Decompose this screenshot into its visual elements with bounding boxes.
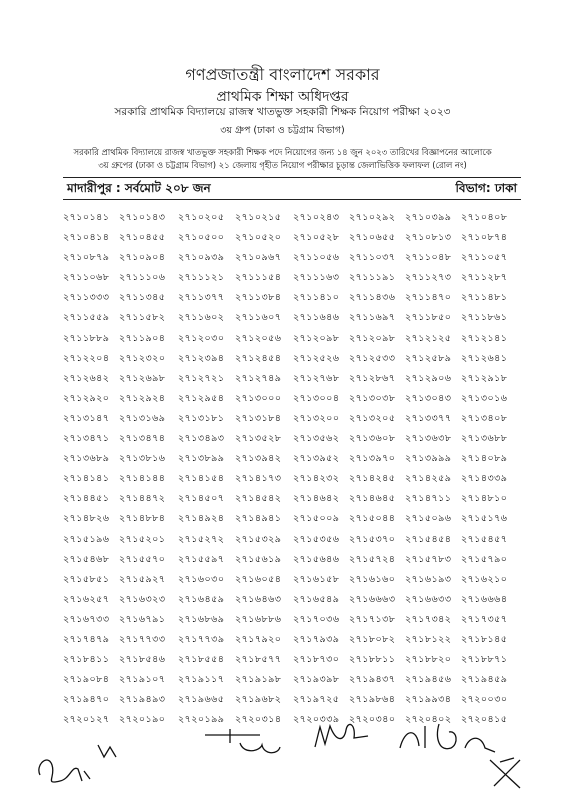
roll-number: ২৭১১১২১ xyxy=(178,272,225,284)
roll-number: ২৭১৯৪৫৬ xyxy=(405,674,452,686)
roll-number: ২৭১১০৫৭ xyxy=(461,252,508,264)
roll-number: ২৭১০৯৩৯ xyxy=(178,252,225,264)
roll-number: ২৭১৯৩৯৮ xyxy=(293,674,340,686)
roll-number: ২৭১২৭৪৯ xyxy=(235,372,282,384)
roll-number: ২৭১২০৯৮ xyxy=(293,332,340,344)
roll-number: ২৭১২৩৯৪ xyxy=(178,352,225,364)
roll-number: ২৭১৯৪৯৩ xyxy=(119,694,166,706)
roll-number: ২৭১১৬৪৬ xyxy=(293,312,340,324)
roll-number: ২৭১২০৩০ xyxy=(178,332,225,344)
roll-number: ২৭১৯৬৬৫ xyxy=(178,694,225,706)
roll-number: ২৭১৬৬৬৪ xyxy=(461,593,508,605)
roll-row xyxy=(63,291,521,311)
roll-number: ২৭১৪২৪৫ xyxy=(349,473,396,485)
roll-number: ২৭১৩১৪৭ xyxy=(63,412,110,424)
roll-number: ২৭১৫৩২৯ xyxy=(235,533,282,545)
roll-number: ২৭১১৪৩৬ xyxy=(349,292,396,304)
roll-number: ২৭১২১৪১ xyxy=(461,332,508,344)
roll-number: ২৭১২৭২১ xyxy=(178,372,225,384)
roll-number: ২৭১৫৫৭০ xyxy=(119,553,166,565)
roll-number: ২৭১৭৯৩৯ xyxy=(293,633,340,645)
roll-number: ২৭১১৫৫৯ xyxy=(63,312,110,324)
roll-row xyxy=(63,492,521,512)
roll-number: ২৭১০৪৫৫ xyxy=(119,232,166,244)
roll-number: ২৭১৬৪৬৩ xyxy=(235,593,282,605)
roll-number: ২৭১৮৫৫৪ xyxy=(178,654,225,666)
roll-number: ২৭১৩৪০৮ xyxy=(461,412,508,424)
roll-number: ২৭১৩০০০ xyxy=(235,392,282,404)
roll-number: ২৭১৬২৫৭ xyxy=(63,593,110,605)
roll-number: ২৭২০০৩০ xyxy=(461,694,508,706)
group-title: ৩য় গ্রুপ (ঢাকা ও চট্টগ্রাম বিভাগ) xyxy=(220,125,345,136)
roll-number: ২৭১৬৪৫৯ xyxy=(178,593,225,605)
roll-number: ২৭১৭১৩৮ xyxy=(349,613,396,625)
roll-number: ২৭১৫৪৫৪ xyxy=(405,533,452,545)
roll-number: ২৭১৯৬৮২ xyxy=(235,694,282,706)
roll-row xyxy=(63,271,521,291)
roll-number: ২৭২০১৯০ xyxy=(119,714,166,726)
roll-number: ২৭১৮৫৭৭ xyxy=(235,654,282,666)
roll-number: ২৭১৪৫৪২ xyxy=(235,493,282,505)
roll-number: ২৭১৮৮১১ xyxy=(349,654,396,666)
roll-number: ২৭১৬৮৬৯ xyxy=(178,613,225,625)
roll-row xyxy=(63,673,521,693)
roll-number: ২৭১৫৩৭০ xyxy=(349,533,396,545)
roll-row xyxy=(63,593,521,613)
roll-number: ২৭১০৫২০ xyxy=(235,232,282,244)
roll-number: ২৭১৭০৩৬ xyxy=(293,613,340,625)
roll-number: ২৭১৯১৯৮ xyxy=(235,674,282,686)
government-title: গণপ্রজাতন্ত্রী বাংলাদেশ সরকার xyxy=(185,65,380,84)
roll-number: ২৭১৫৬১৯ xyxy=(235,553,282,565)
roll-number: ২৭১০৮৭৯ xyxy=(63,252,110,264)
roll-number: ২৭১১৯০৪ xyxy=(119,332,166,344)
roll-number: ২৭১৩১৬৯ xyxy=(119,412,166,424)
roll-number: ২৭১৩৯৭০ xyxy=(349,453,396,465)
roll-number: ২৭১০২৯২ xyxy=(349,212,396,223)
roll-number: ২৭১৬২১০ xyxy=(461,573,508,585)
roll-number: ২৭২০১৯৯ xyxy=(178,714,225,726)
roll-number: ২৭১০৯০৪ xyxy=(119,252,166,264)
roll-number: ২৭১১৮৫০ xyxy=(405,312,452,324)
directorate-title: প্রাথমিক শিক্ষা অধিদপ্তর xyxy=(216,89,349,105)
roll-number: ২৭১৯৪৩৭ xyxy=(349,674,396,686)
roll-row xyxy=(63,533,521,553)
roll-number: ২৭১২৬৯৮ xyxy=(119,372,166,384)
roll-row xyxy=(63,412,521,432)
roll-number: ২৭১২৯১৮ xyxy=(461,372,508,384)
roll-number: ২৭১৬৮৮৬ xyxy=(235,613,282,625)
roll-number: ২৭১৫০০৯ xyxy=(293,513,340,525)
roll-row xyxy=(63,311,521,331)
roll-number: ২৭১০৫২৮ xyxy=(293,232,340,244)
roll-number: ২৭১৩০১৬ xyxy=(461,392,508,404)
roll-number: ২৭১৫৯২৭ xyxy=(119,573,166,585)
roll-number: ২৭১২৫৮৯ xyxy=(405,352,452,364)
roll-number: ২৭১৪১৪৪ xyxy=(119,473,166,485)
roll-number: ২৭১৩৪৯৩ xyxy=(178,433,225,445)
roll-number: ২৭১৮৪১১ xyxy=(63,654,110,666)
roll-number: ২৭১৮৮৭১ xyxy=(461,654,508,666)
division-label: বিভাগ: ঢাকা xyxy=(455,181,517,195)
roll-number: ২৭১১০৪৮ xyxy=(405,252,452,264)
roll-number: ২৭১৪৬৪২ xyxy=(293,493,340,505)
roll-number: ২৭১১৪৮১ xyxy=(461,292,508,304)
roll-number: ২৭১৩৫২৮ xyxy=(235,433,282,445)
roll-number: ২৭১২৯২৪ xyxy=(119,392,166,404)
roll-number: ২৭১৭৩৫৭ xyxy=(461,613,508,625)
roll-number: ২৭১৩৯৯৯ xyxy=(405,453,452,465)
roll-number: ২৭১১১৬৩ xyxy=(293,272,340,284)
roll-row xyxy=(63,653,521,673)
district-label: মাদারীপুর : সর্বমোট ২০৮ জন xyxy=(67,181,211,195)
roll-number: ২৭১৫৫৯৭ xyxy=(178,553,225,565)
roll-number: ২৭১৪৮২৬ xyxy=(63,513,110,525)
roll-number: ২৭১৪৮৮৪ xyxy=(119,513,166,525)
roll-number: ২৭২০১২৭ xyxy=(63,714,110,726)
roll-number: ২৭১৭৪৭৯ xyxy=(63,633,110,645)
roll-number: ২৭১১১৯১ xyxy=(349,272,396,284)
roll-number: ২৭১২৬৪২ xyxy=(63,372,110,384)
roll-number: ২৭১৫৩৫৬ xyxy=(293,533,340,545)
signature-2 xyxy=(200,725,310,765)
roll-number: ২৭১৬৭৯১ xyxy=(119,613,166,625)
roll-number: ২৭১০৮১৩ xyxy=(405,232,452,244)
roll-number: ২৭১৩৪৭৪ xyxy=(119,433,166,445)
roll-number: ২৭১২৬৪১ xyxy=(461,352,508,364)
roll-number: ২৭১৪২৫৯ xyxy=(405,473,452,485)
roll-row xyxy=(63,613,521,633)
roll-row xyxy=(63,332,521,352)
roll-number: ২৭১৫৭৯০ xyxy=(461,553,508,565)
roll-number: ২৭১৪২৩২ xyxy=(293,473,340,485)
roll-number: ২৭১৪৪৭২ xyxy=(119,493,166,505)
roll-number: ২৭১০২০৫ xyxy=(178,212,225,223)
roll-number: ২৭১২৩২০ xyxy=(119,352,166,364)
roll-number: ২৭১৩২০০ xyxy=(293,412,340,424)
roll-number: ২৭১৩৮৯৯ xyxy=(178,453,225,465)
roll-number: ২৭১৪৪৫১ xyxy=(63,493,110,505)
roll-number: ২৭১৪৯৪১ xyxy=(235,513,282,525)
roll-number: ২৭১৪৭১১ xyxy=(405,493,452,505)
roll-number: ২৭১৫৬৪৬ xyxy=(293,553,340,565)
roll-number: ২৭১৬৩২৩ xyxy=(119,593,166,605)
roll-number: ২৭১২০৯৮ xyxy=(349,332,396,344)
roll-number: ২৭১৪১৭৩ xyxy=(235,473,282,485)
roll-number: ২৭১৮৮২০ xyxy=(405,654,452,666)
roll-number: ২৭১১৮৮৯ xyxy=(63,332,110,344)
roll-number: ২৭১১০৬৮ xyxy=(63,272,110,284)
exam-title: সরকারি প্রাথমিক বিদ্যালয়ে রাজস্ব খাতভুক্ত সহকারী শিক্ষক নিয়োগ পরীক্ষা ২০২৩ xyxy=(114,106,451,118)
roll-number: ২৭১৮১৪৫ xyxy=(461,633,508,645)
roll-number: ২৭১৫২০১ xyxy=(119,533,166,545)
roll-number: ২৭১৩৪৭১ xyxy=(63,433,110,445)
roll-row xyxy=(63,392,521,412)
roll-number: ২৭১১৪৭০ xyxy=(405,292,452,304)
roll-number: ২৭১২৯০৬ xyxy=(405,372,452,384)
roll-number: ২৭১৬১৬০ xyxy=(349,573,396,585)
roll-number: ২৭১১২৮৭ xyxy=(461,272,508,284)
roll-number: ২৭১২৭৬৮ xyxy=(293,372,340,384)
roll-number: ২৭২০৪০২ xyxy=(405,714,452,726)
roll-row xyxy=(63,211,521,231)
roll-number: ২৭২০৩৪০ xyxy=(349,714,396,726)
roll-number: ২৭১৪৮১০ xyxy=(461,493,508,505)
roll-number: ২৭১১৩৩৩ xyxy=(63,292,110,304)
roll-number: ২৭১৬৬৬৩ xyxy=(349,593,396,605)
roll-row xyxy=(63,553,521,573)
roll-number: ২৭১৯৭২৫ xyxy=(293,694,340,706)
roll-number: ২৭১৮১২২ xyxy=(405,633,452,645)
roll-number: ২৭১৬১৯৩ xyxy=(405,573,452,585)
roll-number: ২৭১৫২৭২ xyxy=(178,533,225,545)
roll-row xyxy=(63,231,521,251)
roll-number: ২৭১১৪১০ xyxy=(293,292,340,304)
roll-row xyxy=(63,432,521,452)
roll-number: ২৭১৭৯২০ xyxy=(235,633,282,645)
roll-number: ২৭১৩৬৩৮ xyxy=(405,433,452,445)
roll-row xyxy=(63,372,521,392)
roll-number: ২৭২০৪১৫ xyxy=(461,714,508,726)
roll-number: ২৭১৪৬৪৫ xyxy=(349,493,396,505)
roll-number: ২৭১১৬০২ xyxy=(178,312,225,324)
roll-number: ২৭১০২১৫ xyxy=(235,212,282,223)
roll-number: ২৭১৯৪৫৯ xyxy=(461,674,508,686)
roll-number: ২৭১১১৫৪ xyxy=(235,272,282,284)
roll-row xyxy=(63,693,521,713)
roll-number: ২৭১২৯৫৪ xyxy=(178,392,225,404)
roll-number: ২৭১৫৪৬৮ xyxy=(63,553,110,565)
roll-number: ২৭১৫৪৫৭ xyxy=(461,533,508,545)
roll-number: ২৭১৫৭৮৩ xyxy=(405,553,452,565)
roll-number: ২৭১১১০৬ xyxy=(119,272,166,284)
roll-number: ২৭১৬৭৩৩ xyxy=(63,613,110,625)
roll-number: ২৭১৪৯২৪ xyxy=(178,513,225,525)
roll-number: ২৭১৭৩৪২ xyxy=(405,613,452,625)
notice-line-2: ৩য় গ্রুপের (ঢাকা ও চট্টগ্রাম বিভাগ) ২১ জেলায় গৃহীত নিয়োগ পরীক্ষার চূড়ান্ত জেলাভিত্তিক ফলাফল (রোল নং) xyxy=(98,160,467,170)
roll-number: ২৭১৩১৮১ xyxy=(178,412,225,424)
roll-number: ২৭১৩২০৫ xyxy=(349,412,396,424)
roll-number: ২৭১১৬০৭ xyxy=(235,312,282,324)
roll-number: ২৭১৪৫০৭ xyxy=(178,493,225,505)
roll-number: ২৭১২১২৫ xyxy=(405,332,452,344)
roll-number: ২৭১০৩৯৯ xyxy=(405,212,452,223)
roll-number: ২৭২০৩৩৯ xyxy=(293,714,340,726)
roll-number: ২৭১৮৫৪৬ xyxy=(119,654,166,666)
roll-number: ২৭১৩৬৮৯ xyxy=(63,453,110,465)
roll-number: ২৭১৭৭৩৩ xyxy=(119,633,166,645)
roll-number: ২৭১১৬৯৭ xyxy=(349,312,396,324)
roll-number: ২৭১৯৯৩৪ xyxy=(405,694,452,706)
signature-5 xyxy=(480,752,540,792)
roll-number: ২৭১৫১৭৬ xyxy=(461,513,508,525)
roll-number: ২৭১৩৬৮৮ xyxy=(461,433,508,445)
roll-row xyxy=(63,472,521,492)
signature-3 xyxy=(310,712,390,757)
roll-number: ২৭১৩০০৪ xyxy=(293,392,340,404)
roll-number: ২৭১৪১৫৪ xyxy=(178,473,225,485)
roll-row xyxy=(63,633,521,653)
roll-number: ২৭১১৩৪৫ xyxy=(119,292,166,304)
roll-number: ২৭১২৫৩৩ xyxy=(349,352,396,364)
roll-number: ২৭১৫৮৫১ xyxy=(63,573,110,585)
roll-number: ২৭১৩০৪৩ xyxy=(405,392,452,404)
roll-number: ২৭১৯০৮৪ xyxy=(63,674,110,686)
roll-number: ২৭১৯৮৬৪ xyxy=(349,694,396,706)
roll-number: ২৭১৬৬৩৩ xyxy=(405,593,452,605)
roll-number: ২৭১৩৫৬২ xyxy=(293,433,340,445)
roll-number: ২৭১৫০৪৪ xyxy=(349,513,396,525)
roll-number: ২৭১১০৩৭ xyxy=(349,252,396,264)
roll-number: ২৭১৬০৫৪ xyxy=(235,573,282,585)
roll-number: ২৭১৬৫৪৯ xyxy=(293,593,340,605)
roll-number: ২৭১০৮৭৪ xyxy=(461,232,508,244)
roll-number: ২৭১০৯৬৭ xyxy=(235,252,282,264)
roll-number: ২৭১১২৭৩ xyxy=(405,272,452,284)
signature-1 xyxy=(30,735,130,795)
roll-number: ২৭১৫৭২৪ xyxy=(349,553,396,565)
roll-number: ২৭২০৩১৪ xyxy=(235,714,282,726)
roll-number: ২৭১১৩৭৭ xyxy=(178,292,225,304)
roll-number: ২৭১৪০৮৯ xyxy=(461,453,508,465)
roll-number: ২৭১২৫২৬ xyxy=(293,352,340,364)
roll-number: ২৭১২২০৪ xyxy=(63,352,110,364)
roll-number: ২৭১১৫৮২ xyxy=(119,312,166,324)
roll-number: ২৭১৩০৩৮ xyxy=(349,392,396,404)
roll-number: ২৭১৪১৪১ xyxy=(63,473,110,485)
roll-number: ২৭১২৪৫৪ xyxy=(235,352,282,364)
roll-number: ২৭১১৩৮৪ xyxy=(235,292,282,304)
roll-number: ২৭১০২৪৩ xyxy=(293,212,340,223)
roll-row xyxy=(63,452,521,472)
roll-number: ২৭১৬১৫৮ xyxy=(293,573,340,585)
region-bar xyxy=(63,177,521,200)
roll-number-grid xyxy=(63,211,521,733)
roll-row xyxy=(63,573,521,593)
roll-number: ২৭১৩৩৭৭ xyxy=(405,412,452,424)
roll-number: ২৭১১৮৬১ xyxy=(461,312,508,324)
roll-number: ২৭১২৮৬৭ xyxy=(349,372,396,384)
roll-number: ২৭১১০৫৬ xyxy=(293,252,340,264)
roll-row xyxy=(63,352,521,372)
roll-number: ২৭১২০৫৬ xyxy=(235,332,282,344)
roll-number: ২৭১০৪১৪ xyxy=(63,232,110,244)
roll-number: ২৭১০৬৫৫ xyxy=(349,232,396,244)
roll-number: ২৭১০১৪৩ xyxy=(119,212,166,223)
roll-number: ২৭১৯৪৭০ xyxy=(63,694,110,706)
roll-row xyxy=(63,251,521,271)
roll-number: ২৭১৮৭৩০ xyxy=(293,654,340,666)
roll-number: ২৭১৭৭৩৯ xyxy=(178,633,225,645)
notice-line-1: সরকারি প্রাথমিক বিদ্যালয়ে রাজস্ব খাতভুক্ত সহকারী শিক্ষক পদে নিয়োগের জন্য ১৪ জুন ২০২৩ তারিখের বিজ্ঞাপনের আলোকে xyxy=(73,147,492,157)
roll-number: ২৭১৯১০৭ xyxy=(119,674,166,686)
roll-number: ২৭১৫১৯৬ xyxy=(63,533,110,545)
roll-number: ২৭১৩১৮৪ xyxy=(235,412,282,424)
roll-number: ২৭১৬০৩০ xyxy=(178,573,225,585)
roll-number: ২৭১৩৯৪২ xyxy=(235,453,282,465)
roll-row xyxy=(63,512,521,532)
roll-number: ২৭১৩৮১৬ xyxy=(119,453,166,465)
roll-number: ২৭১৮০৮২ xyxy=(349,633,396,645)
roll-number: ২৭১৫০৯৬ xyxy=(405,513,452,525)
roll-number: ২৭১৩৯৫২ xyxy=(293,453,340,465)
roll-number: ২৭১৯১১৭ xyxy=(178,674,225,686)
roll-number: ২৭১৩৬০৮ xyxy=(349,433,396,445)
roll-number: ২৭১২৯২০ xyxy=(63,392,110,404)
roll-number: ২৭১০৪০৮ xyxy=(461,212,508,223)
roll-number: ২৭১০৫০০ xyxy=(178,232,225,244)
roll-number: ২৭১০১৪১ xyxy=(63,212,110,223)
roll-number: ২৭১৪৩৩৯ xyxy=(461,473,508,485)
